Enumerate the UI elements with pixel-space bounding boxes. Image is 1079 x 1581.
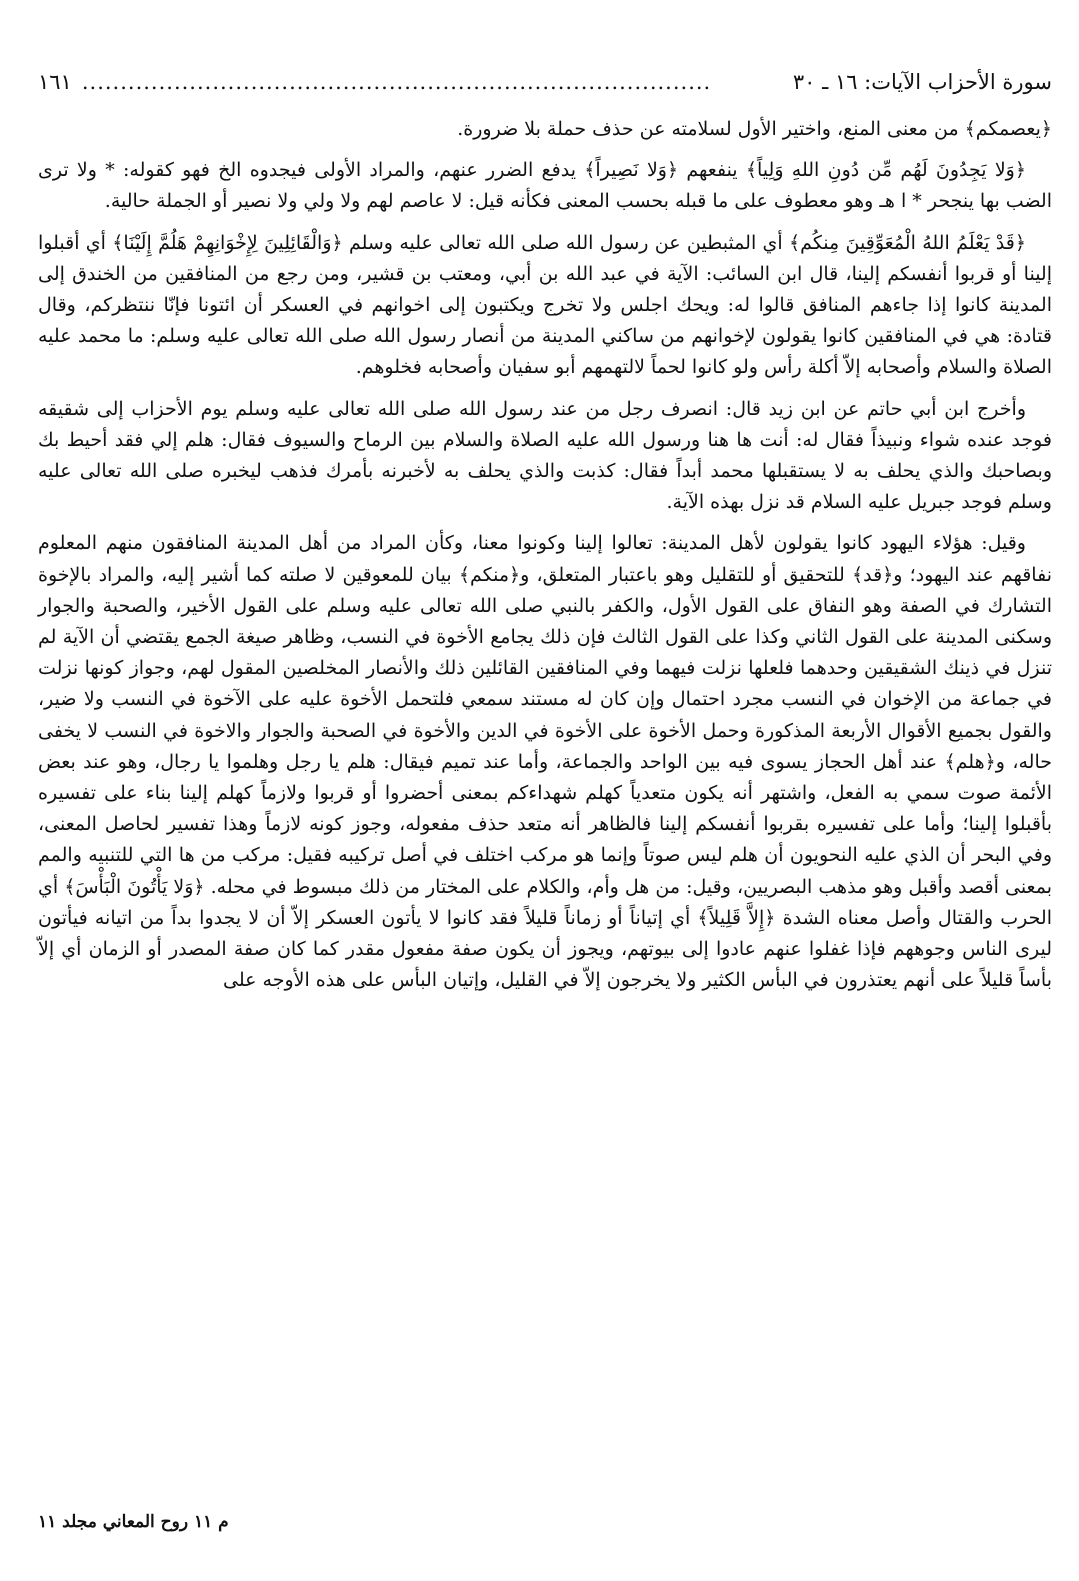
page-number: ١٦١ xyxy=(38,70,72,94)
book-page xyxy=(38,70,1052,1006)
paragraph-text: وقيل: هؤلاء اليهود كانوا يقولون لأهل المدينة: تعالوا إلينا وكونوا معنا، وكأن المراد من أهل المدينة المنافقون منهم المعلوم نفاقهم عند اليهود؛ و﴿قد﴾ للتحقيق أو للتقليل وهو باعتبار المتعلق، و﴿منكم﴾ بيان للمعوقين لا صلته كما أشير إليه، والمراد بالإخوة التشارك في الصفة وهو النفاق على القول الأول، والكفر بالنبي صلى الله تعالى عليه وسلم على القول الأخير، والصحبة والجوار وسكنى المدينة على القول الثاني وكذا على القول الثالث فإن ذلك يجامع الأخوة في النسب، وظاهر صيغة الجمع يقتضي أن الآية لم تنزل في ذينك الشقيقين وحدهما فلعلها نزلت فيهما وفي المنافقين القائلين ذلك والأنصار المخلصين المقول لهم، وجواز كونها نزلت في جماعة من الإخوان في النسب مجرد احتمال وإن كان له مستند سمعي فلتحمل الأخوة عليه على الآخوة في النسب ولا ضير، والقول بجميع الأقوال الأربعة المذكورة وحمل الأخوة على الأخوة في الدين والأخوة في الصحبة والجوار والاخوة في النسب لا يخفى حاله، و﴿هلم﴾ عند أهل الحجاز يسوى فيه بين الواحد والجماعة، وأما عند تميم فيقال: هلم يا رجل وهلموا يا رجال، وهو عند بعض الأئمة صوت سمي به الفعل، واشتهر أنه يكون متعدياً كهلم شهداءكم بمعنى أحضروا أو قربوا ولازماً كهلم إلينا بناء على تفسيره بأقبلوا إلينا؛ وأما على تفسيره بقربوا أنفسكم إلينا فالظاهر أنه متعد حذف مفعوله، وجوز كونه لازماً وهذا تفسير لحاصل المعنى، وفي البحر أن الذي عليه النحويون أن هلم ليس صوتاً وإنما هو مركب اختلف في أصل تركيبه فقيل: مركب من ها التي للتنبيه والمم بمعنى أقصد وأقبل وهو مذهب البصريين، وقيل: من هل وأم، والكلام على المختار من ذلك مبسوط في محله. ﴿وَلا يَأْتُونَ الْبَأْسَ﴾ أي الحرب والقتال وأصل معناه الشدة ﴿إِلاَّ قَلِيلاً﴾ أي إتياناً أو زماناً قليلاً فقد كانوا لا يأتون العسكر إلاّ أن لا يجدوا بداً من اتيانه فيأتون ليرى الناس وجوههم فإذا غفلوا عنهم عادوا إلى بيوتهم، ويجوز أن يكون صفة مفعول مقدر كما كان صفة المصدر أو الزمان أي إلاّ بأساً قليلاً على أنهم يعتذرون في البأس الكثير ولا يخرجون إلاّ في القليل، وإتيان البأس على هذه الأوجه على xyxy=(38,532,1052,992)
paragraph-text: وأخرج ابن أبي حاتم عن ابن زيد قال: انصرف رجل من عند رسول الله صلى الله تعالى عليه وسلم يوم الأحزاب إلى شقيقه فوجد عنده شواء ونبيذاً فقال له: أنت ها هنا ورسول الله عليه الصلاة والسلام بين الرماح والسيوف فقال: هلم إلي فقد أحيط بك وبصاحبك والذي يحلف به لا يستقبلها محمد أبداً فقال: كذبت والذي يحلف به لأخبرنه بأمرك فذهب ليخبره صلى الله تعالى عليه وسلم فوجد جبريل عليه السلام قد نزل بهذه الآية. xyxy=(38,397,1052,514)
paragraph-text: ﴿وَلا يَجِدُونَ لَهُم مِّن دُونِ اللهِ وَلِياً﴾ ينفعهم ﴿وَلا نَصِيراً﴾ يدفع الضرر عنهم، والمراد الأولى فيجدوه الخ فهو كقوله: * ولا ترى الضب بها ينجحر * ا هـ وهو معطوف على ما قبله بحسب المعنى فكأنه قيل: لا عاصم لهم ولا ولي ولا نصير أو الجملة حالية. xyxy=(38,159,1052,213)
paragraph-5 xyxy=(38,528,1052,996)
dot-leader: .................................................................................. xyxy=(81,70,712,94)
paragraph-3 xyxy=(38,228,1052,384)
paragraph-text: ﴿يعصمكم﴾ من معنى المنع، واختير الأول لسلامته عن حذف حملة بلا ضرورة. xyxy=(457,118,1052,140)
paragraph-1 xyxy=(38,114,1052,145)
running-header xyxy=(38,70,1052,114)
paragraph-4 xyxy=(38,394,1052,519)
running-title: سورة الأحزاب الآيات: ١٦ ـ ٣٠ xyxy=(792,70,1052,94)
paragraph-text: ﴿قَدْ يَعْلَمُ اللهُ الْمُعَوِّقِينَ مِنكُم﴾ أي المثبطين عن رسول الله صلى الله تعالى عليه وسلم ﴿وَالْقَائِلِينَ لِإِخْوَانِهِمْ هَلُمَّ إِلَيْنَا﴾ أي أقبلوا إلينا أو قربوا أنفسكم إلينا، قال ابن السائب: الآية في عبد الله بن أبي، ومعتب بن قشير، ومن رجع من المنافقين من الخندق إلى المدينة كانوا إذا جاءهم المنافق قالوا له: ويحك اجلس ولا تخرج ويكتبون إلى اخوانهم في العسكر أن ائتونا فإنّا ننتظركم، وقال قتادة: هي في المنافقين كانوا يقولون لإخوانهم من ساكني المدينة من أنصار رسول الله صلى الله تعالى عليه وسلم: ما محمد عليه الصلاة والسلام وأصحابه إلاّ أكلة رأس ولو كانوا لحماً لالتهمهم أبو سفيان وأصحابه فخلوهم. xyxy=(38,231,1052,379)
volume-signature: م ١١ روح المعاني مجلد ١١ xyxy=(38,1512,229,1532)
paragraph-2 xyxy=(38,155,1052,217)
